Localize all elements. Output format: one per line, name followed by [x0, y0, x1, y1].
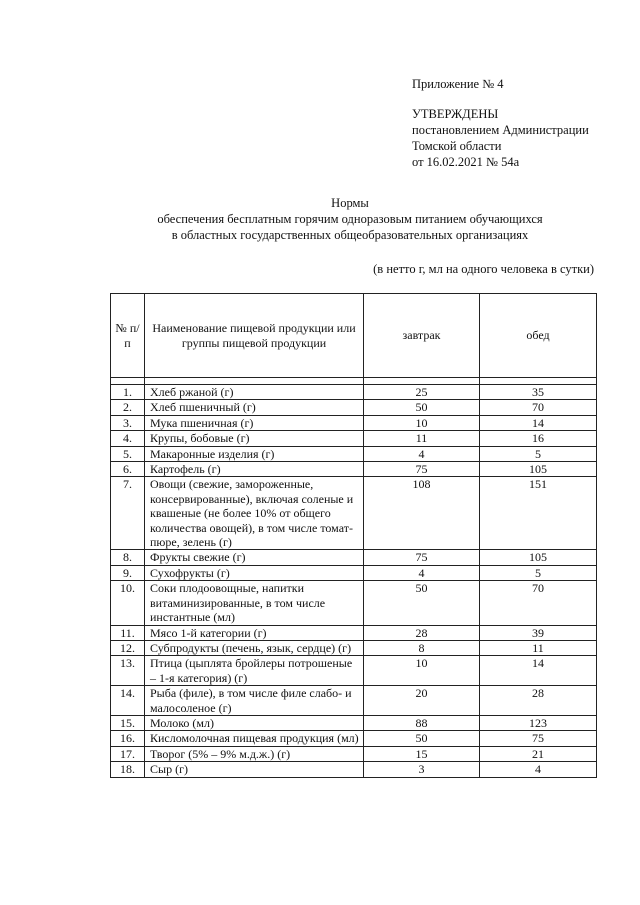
row-name: Фрукты свежие (г)	[145, 550, 364, 565]
row-name: Хлеб ржаной (г)	[145, 385, 364, 400]
row-name: Сухофрукты (г)	[145, 565, 364, 580]
row-lunch: 105	[480, 550, 597, 565]
row-num: 5.	[111, 446, 145, 461]
row-name: Творог (5% – 9% м.д.ж.) (г)	[145, 746, 364, 761]
row-breakfast: 50	[364, 731, 480, 746]
row-lunch: 75	[480, 731, 597, 746]
row-num: 4.	[111, 431, 145, 446]
table-header-row	[111, 294, 597, 378]
title-line-2: обеспечения бесплатным горячим одноразовым питанием обучающихся	[157, 212, 543, 226]
table-row	[111, 625, 597, 640]
row-num: 11.	[111, 625, 145, 640]
row-name: Молоко (мл)	[145, 715, 364, 730]
table-row	[111, 415, 597, 430]
row-lunch: 35	[480, 385, 597, 400]
header-breakfast: завтрак	[364, 294, 480, 378]
decree-line-1: постановлением Администрации	[412, 123, 589, 137]
row-lunch: 5	[480, 565, 597, 580]
row-lunch: 14	[480, 656, 597, 686]
row-breakfast: 10	[364, 415, 480, 430]
row-lunch: 14	[480, 415, 597, 430]
row-breakfast: 28	[364, 625, 480, 640]
table-row	[111, 731, 597, 746]
row-breakfast: 20	[364, 686, 480, 716]
row-breakfast: 75	[364, 550, 480, 565]
table-row	[111, 446, 597, 461]
document-title	[0, 195, 640, 243]
row-num: 1.	[111, 385, 145, 400]
row-lunch: 105	[480, 462, 597, 477]
row-breakfast: 11	[364, 431, 480, 446]
row-name: Овощи (свежие, замороженные, консервированные), включая соленые и квашеные (не более 10% от общего количества овощей), в том числе томат-пюре, зелень (г)	[145, 477, 364, 550]
row-num: 6.	[111, 462, 145, 477]
table-spacer-row	[111, 378, 597, 385]
row-name: Крупы, бобовые (г)	[145, 431, 364, 446]
row-name: Макаронные изделия (г)	[145, 446, 364, 461]
row-breakfast: 10	[364, 656, 480, 686]
table-row	[111, 431, 597, 446]
header-num: № п/п	[111, 294, 145, 378]
row-name: Птица (цыплята бройлеры потрошеные – 1-я категория) (г)	[145, 656, 364, 686]
row-lunch: 151	[480, 477, 597, 550]
row-num: 18.	[111, 762, 145, 777]
row-name: Соки плодоовощные, напитки витаминизированные, в том числе инстантные (мл)	[145, 581, 364, 625]
row-num: 10.	[111, 581, 145, 625]
row-num: 12.	[111, 640, 145, 655]
row-lunch: 11	[480, 640, 597, 655]
row-lunch: 21	[480, 746, 597, 761]
row-num: 14.	[111, 686, 145, 716]
row-lunch: 39	[480, 625, 597, 640]
row-name: Картофель (г)	[145, 462, 364, 477]
row-name: Субпродукты (печень, язык, сердце) (г)	[145, 640, 364, 655]
row-name: Кисломолочная пищевая продукция (мл)	[145, 731, 364, 746]
decree-line-2: Томской области	[412, 139, 502, 153]
row-lunch: 70	[480, 581, 597, 625]
row-num: 9.	[111, 565, 145, 580]
table-row	[111, 477, 597, 550]
table-row	[111, 385, 597, 400]
row-breakfast: 108	[364, 477, 480, 550]
row-num: 2.	[111, 400, 145, 415]
row-name: Сыр (г)	[145, 762, 364, 777]
row-num: 15.	[111, 715, 145, 730]
approval-block	[412, 76, 589, 170]
row-breakfast: 75	[364, 462, 480, 477]
row-name: Рыба (филе), в том числе филе слабо- и малосоленое (г)	[145, 686, 364, 716]
header-name: Наименование пищевой продукции или группы пищевой продукции	[145, 294, 364, 378]
row-breakfast: 50	[364, 581, 480, 625]
row-lunch: 28	[480, 686, 597, 716]
row-lunch: 4	[480, 762, 597, 777]
row-num: 16.	[111, 731, 145, 746]
table-row	[111, 640, 597, 655]
row-breakfast: 15	[364, 746, 480, 761]
row-breakfast: 88	[364, 715, 480, 730]
table-row	[111, 565, 597, 580]
row-breakfast: 4	[364, 565, 480, 580]
row-name: Хлеб пшеничный (г)	[145, 400, 364, 415]
row-num: 17.	[111, 746, 145, 761]
row-breakfast: 50	[364, 400, 480, 415]
table-row	[111, 462, 597, 477]
row-name: Мука пшеничная (г)	[145, 415, 364, 430]
row-breakfast: 4	[364, 446, 480, 461]
table-row	[111, 400, 597, 415]
row-num: 3.	[111, 415, 145, 430]
row-breakfast: 3	[364, 762, 480, 777]
table-row	[111, 581, 597, 625]
row-lunch: 123	[480, 715, 597, 730]
table-row	[111, 686, 597, 716]
table-row	[111, 746, 597, 761]
row-num: 8.	[111, 550, 145, 565]
title-line-1: Нормы	[331, 196, 369, 210]
table-row	[111, 715, 597, 730]
row-lunch: 5	[480, 446, 597, 461]
table-row	[111, 550, 597, 565]
approved-label: УТВЕРЖДЕНЫ	[412, 107, 499, 121]
table-row	[111, 762, 597, 777]
row-breakfast: 25	[364, 385, 480, 400]
table-row	[111, 656, 597, 686]
units-note: (в нетто г, мл на одного человека в сутки)	[373, 262, 594, 276]
title-line-3: в областных государственных общеобразовательных организациях	[171, 228, 529, 242]
row-breakfast: 8	[364, 640, 480, 655]
header-lunch: обед	[480, 294, 597, 378]
norms-table	[110, 293, 597, 778]
row-num: 7.	[111, 477, 145, 550]
appendix-label: Приложение № 4	[412, 77, 504, 91]
row-lunch: 70	[480, 400, 597, 415]
row-lunch: 16	[480, 431, 597, 446]
decree-line-3: от 16.02.2021 № 54а	[412, 155, 520, 169]
row-name: Мясо 1-й категории (г)	[145, 625, 364, 640]
row-num: 13.	[111, 656, 145, 686]
